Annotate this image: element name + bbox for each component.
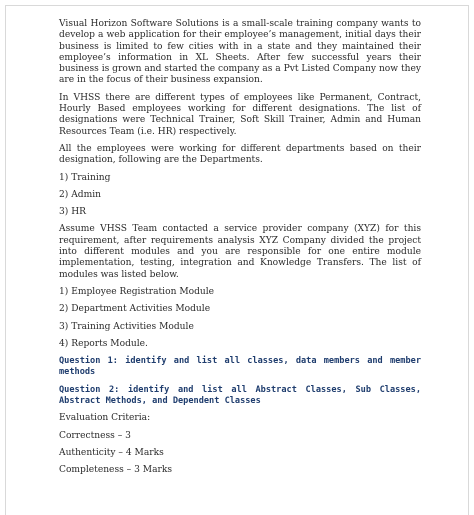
departments-list bbox=[59, 173, 421, 219]
module-item-training-activities: 3) Training Activities Module bbox=[59, 321, 194, 332]
criterion-completeness: Completeness – 3 Marks bbox=[59, 465, 173, 476]
document-page bbox=[5, 5, 469, 515]
departments-intro-paragraph: All the employees were working for different departments based on their designation, following are the Departments. bbox=[59, 143, 421, 166]
criterion-authenticity: Authenticity – 4 Marks bbox=[59, 447, 164, 458]
evaluation-section bbox=[59, 413, 421, 476]
employee-types-paragraph: In VHSS there are different types of employees like Permanent, Contract, Hourly Based employees working for different designations. The list of designations were Technical Trainer, Soft Skill Trainer, Admin and Human Resources Team (i.e. HR) respectively. bbox=[59, 92, 421, 137]
modules-intro-paragraph: Assume VHSS Team contacted a service provider company (XYZ) for this requirement, after requirements analysis XYZ Company divided the project into different modules and you are responsible for one entire module implementation, testing, integration and Knowledge Transfers. The list of modules was listed below. bbox=[59, 224, 421, 280]
question-1: Question 1: identify and list all classes, data members and member methods bbox=[59, 356, 421, 378]
department-item-hr: 3) HR bbox=[59, 207, 87, 218]
evaluation-heading: Evaluation Criteria: bbox=[59, 413, 151, 424]
department-item-training: 1) Training bbox=[59, 172, 111, 183]
module-item-department-activities: 2) Department Activities Module bbox=[59, 304, 211, 315]
department-item-admin: 2) Admin bbox=[59, 189, 102, 200]
modules-list bbox=[59, 287, 421, 350]
criterion-correctness: Correctness – 3 bbox=[59, 430, 131, 441]
document-body bbox=[59, 19, 421, 483]
question-2: Question 2: identify and list all Abstract Classes, Sub Classes, Abstract Methods, and Dependent Classes bbox=[59, 384, 421, 407]
module-item-employee-registration: 1) Employee Registration Module bbox=[59, 286, 215, 297]
module-item-reports: 4) Reports Module. bbox=[59, 338, 148, 349]
intro-paragraph: Visual Horizon Software Solutions is a small-scale training company wants to develop a web application for their employee’s management, initial days their business is limited to few cities with in a state and they maintained their employee’s information in XL Sheets. After few successful years their business is grown and started the company as a Pvt Listed Company now they are in the focus of their business expansion. bbox=[59, 19, 421, 86]
